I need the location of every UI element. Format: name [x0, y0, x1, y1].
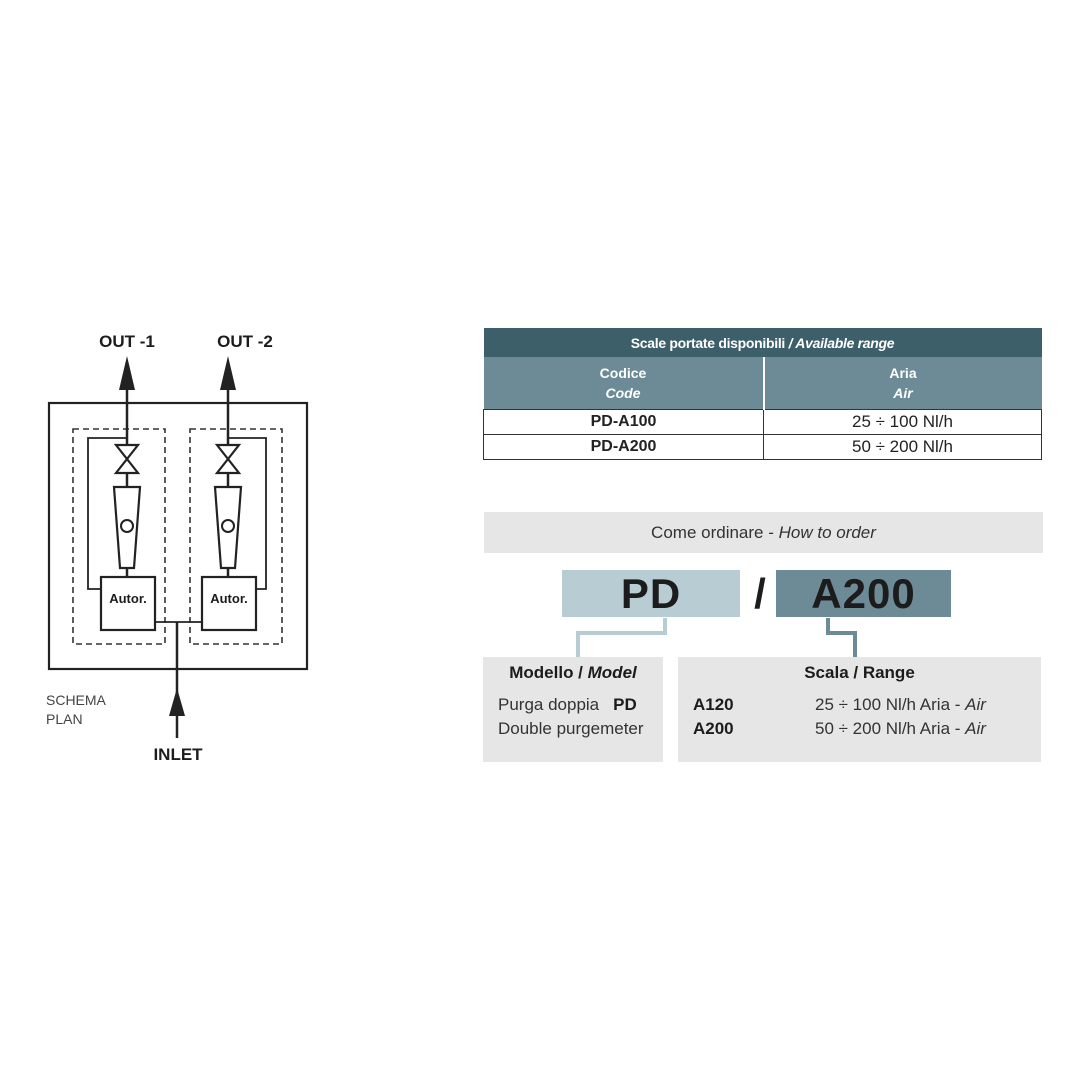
plan-label-plan: PLAN [46, 711, 83, 727]
model-panel-title: Modello / Model [509, 663, 637, 682]
col-header-air: Aria Air [764, 357, 1042, 410]
range-row-code: A200 [693, 719, 734, 738]
plan-label-schema: SCHEMA [46, 692, 106, 708]
range-row-value: 25 ÷ 100 Nl/h Aria - Air [815, 695, 986, 714]
range-panel-title: Scala / Range [804, 663, 915, 682]
col-header-code: Codice Code [484, 357, 764, 410]
range-panel [678, 657, 1041, 762]
autor-label-2: Autor. [210, 591, 248, 606]
model-panel [483, 657, 663, 762]
model-line-1: Purga doppia PD [498, 695, 637, 714]
table-cell-code: PD-A100 [484, 410, 764, 435]
table-title: Scale portate disponibili / Available range [484, 328, 1042, 357]
model-line-2: Double purgemeter [498, 719, 644, 738]
table-cell-range: 50 ÷ 200 Nl/h [764, 435, 1042, 460]
out-2-label: OUT -2 [217, 332, 273, 351]
how-to-order-bar: Come ordinare - How to order [484, 512, 1043, 553]
range-row-value: 50 ÷ 200 Nl/h Aria - Air [815, 719, 986, 738]
table-cell-code: PD-A200 [484, 435, 764, 460]
table-cell-range: 25 ÷ 100 Nl/h [764, 410, 1042, 435]
code-separator: / [754, 569, 766, 617]
inlet-label: INLET [153, 745, 203, 764]
out-1-label: OUT -1 [99, 332, 155, 351]
range-row-code: A120 [693, 695, 734, 714]
model-code-box: PD [562, 570, 740, 617]
range-code-box: A200 [776, 570, 951, 617]
autor-label-1: Autor. [109, 591, 147, 606]
